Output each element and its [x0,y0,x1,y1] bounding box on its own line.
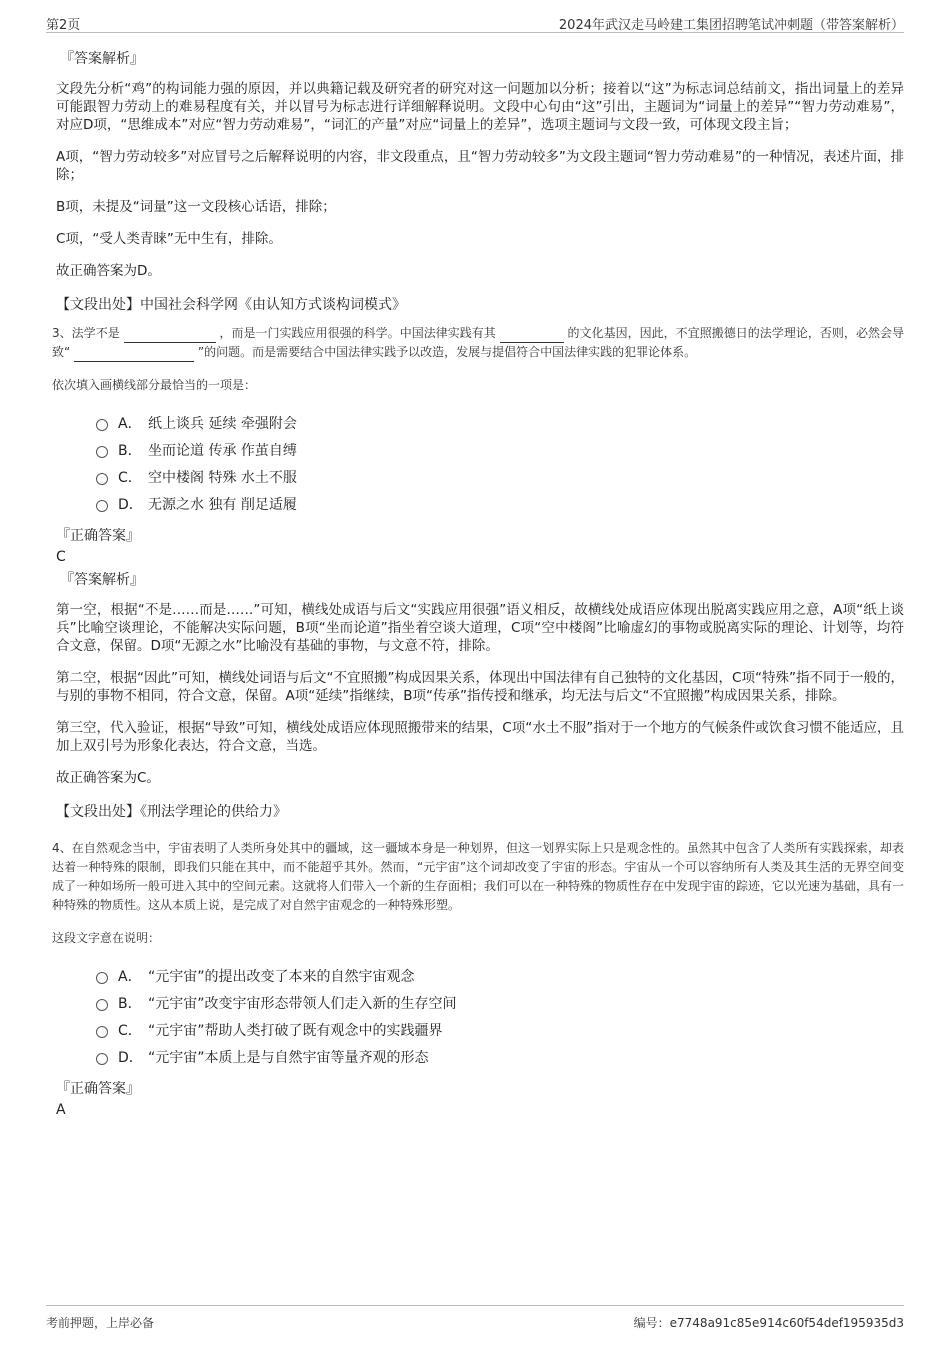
q3-option-c[interactable]: C． 空中楼阁 特殊 水土不服 [96,463,904,490]
footer-slogan: 考前押题，上岸必备 [46,1316,155,1330]
radio-icon[interactable] [96,473,108,485]
q3-stem: 3、法学不是 ，而是一门实践应用很强的科学。中国法律实践有其 的文化基因，因此，不宜照搬德日的法学理论，否则，必然会导致“ ”的问题。而是需要结合中国法律实践予以改造，发展与提倡符合中国法律实践的犯罪论体系。 [52,324,904,362]
radio-icon[interactable] [96,1053,108,1065]
q3-analysis-para-1: 第一空，根据“不是……而是……”可知，横线处成语与后文“实践应用很强”语义相反，故横线处成语应体现出脱离实践应用之意，A项“纸上谈兵”比喻空谈理论，不能解决实际问题，B项“坐而论道”指坐着空谈大道理，C项“空中楼阁”比喻虚幻的事物或脱离实际的理论、计划等，均符合文意，保留。D项“无源之水”比喻没有基础的事物，与文意不符，排除。 [56,602,904,654]
q3-options [96,409,904,517]
q4-options [96,962,904,1070]
q4-prompt: 这段文字意在说明： [52,931,161,945]
page-content [52,40,905,1122]
q4-option-c[interactable]: C． “元宇宙”帮助人类打破了既有观念中的实践疆界 [96,1016,904,1043]
q2-source: 【文段出处】中国社会科学网《由认知方式谈构词模式》 [56,297,406,313]
q3-analysis-para-4: 故正确答案为C。 [56,770,160,786]
q3-analysis-para-2: 第二空，根据“因此”可知，横线处词语与后文“不宜照搬”构成因果关系，体现出中国法律有自己独特的文化基因，C项“特殊”指不同于一般的，与别的事物不相同，符合文意，保留。A项“延续”指继续，B项“传承”指传授和继承，均无法与后文“不宜照搬”构成因果关系，排除。 [56,670,904,704]
q3-option-a[interactable]: A． 纸上谈兵 延续 牵强附会 [96,409,904,436]
q2-analysis-para-2: A项，“智力劳动较多”对应冒号之后解释说明的内容，非文段重点，且“智力劳动较多”为文段主题词“智力劳动难易”的一种情况，表述片面，排除； [56,149,904,183]
radio-icon[interactable] [96,500,108,512]
q2-analysis-para-5: 故正确答案为D。 [56,263,161,279]
radio-icon[interactable] [96,446,108,458]
q2-analysis-para-4: C项，“受人类青睐”无中生有，排除。 [56,231,282,247]
q2-analysis-para-1: 文段先分析“鸡”的构词能力强的原因，并以典籍记载及研究者的研究对这一问题加以分析；接着以“这”为标志词总结前文，指出词量上的差异可能跟智力劳动上的难易程度有关，并以冒号为标志进行详细解释说明。文段中心句由“这”引出，主题词为“词量上的差异”“智力劳动难易”，对应D项，“思维成本”对应“智力劳动难易”，“词汇的产量”对应“词量上的差异”，选项主题词与文段一致，可体现文段主旨； [56,81,904,133]
page-number: 第2页 [46,18,81,33]
q4-option-b[interactable]: B． “元宇宙”改变宇宙形态带领人们走入新的生存空间 [96,989,904,1016]
radio-icon[interactable] [96,972,108,984]
q2-analysis-para-3: B项，未提及“词量”这一文段核心话语，排除； [56,199,336,215]
q2-analysis-title: 『答案解析』 [60,51,144,67]
q4-option-a[interactable]: A． “元宇宙”的提出改变了本来的自然宇宙观念 [96,962,904,989]
q4-stem: 4、在自然观念当中，宇宙表明了人类所身处其中的疆域，这一疆域本身是一种划界，但这一划界实际上只是观念性的。虽然其中包含了人类所有实践探索，却表达着一种特殊的限制，即我们只能在其中，而不能超乎其外。然而，“元宇宙”这个词却改变了宇宙的形态。宇宙从一个可以容纳所有人类及其生活的无界空间变成了一种如场所一般可进入其中的空间元素。这就将人们带入一个新的生存面相；我们可以在一种特殊的物质性存在中发现宇宙的踪迹，它以光速为基础，具有一种特殊的物质性。这从本质上说，是完成了对自然宇宙观念的一种特殊形塑。 [52,841,905,912]
q3-answer-title: 『正确答案』 [56,528,140,544]
q4-answer: A [56,1102,66,1118]
page-header [46,12,904,33]
q4-option-d[interactable]: D． “元宇宙”本质上是与自然宇宙等量齐观的形态 [96,1043,904,1070]
document-title: 2024年武汉走马岭建工集团招聘笔试冲刺题（带答案解析） [558,18,904,33]
q4-answer-title: 『正确答案』 [56,1081,140,1097]
document-id: 编号：e7748a91c85e914c60f54def195935d3 [633,1316,904,1330]
q3-analysis-title: 『答案解析』 [60,572,144,588]
q3-answer: C [56,549,66,565]
q3-prompt: 依次填入画横线部分最恰当的一项是： [52,378,257,392]
radio-icon[interactable] [96,419,108,431]
q3-option-d[interactable]: D． 无源之水 独有 削足适履 [96,490,904,517]
radio-icon[interactable] [96,999,108,1011]
q3-blank-3 [74,348,194,362]
q3-blank-2 [500,329,564,343]
page-footer [46,1305,904,1336]
q3-analysis-para-3: 第三空，代入验证，根据“导致”可知，横线处成语应体现照搬带来的结果，C项“水土不服”指对于一个地方的气候条件或饮食习惯不能适应，且加上双引号为形象化表达，符合文意，当选。 [56,720,904,754]
q3-source: 【文段出处】《刑法学理论的供给力》 [56,804,287,820]
radio-icon[interactable] [96,1026,108,1038]
q3-option-b[interactable]: B． 坐而论道 传承 作茧自缚 [96,436,904,463]
q3-blank-1 [124,329,216,343]
